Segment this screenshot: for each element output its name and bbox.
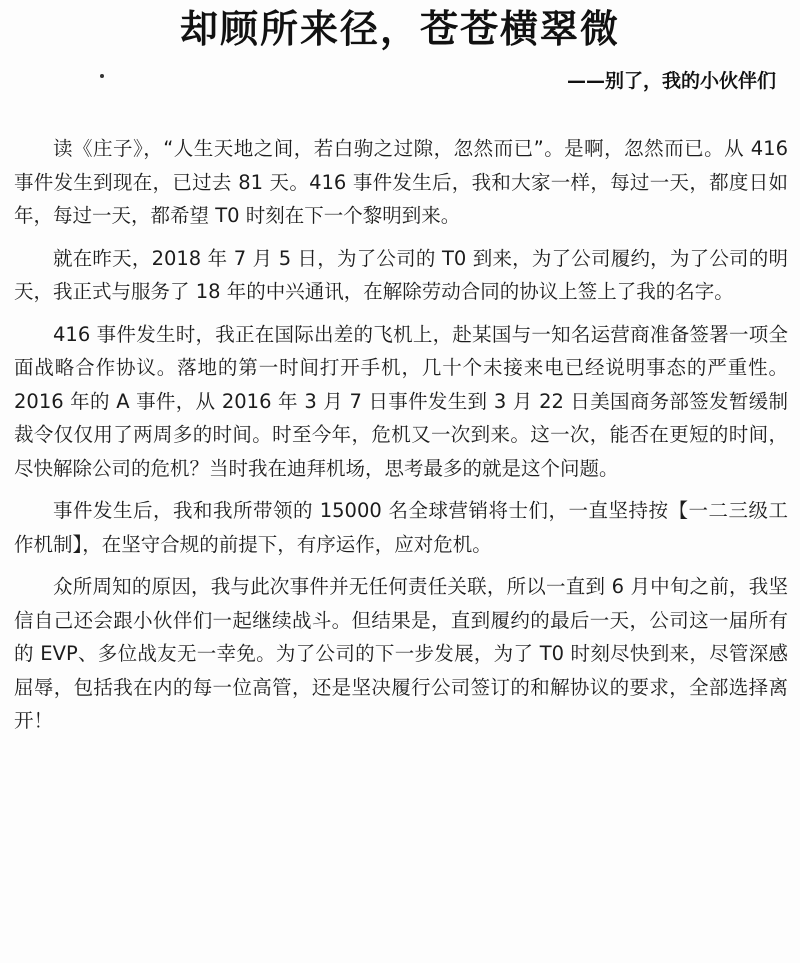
paragraph: 读《庄子》，“人生天地之间，若白驹之过隙，忽然而已”。是啊，忽然而已。从 416 事件发生到现在，已过去 81 天。416 事件发生后，我和大家一样，每过一天，都度日如年，每过一天，都希望 T0 时刻在下一个黎明到来。 — [14, 137, 788, 227]
paragraph: 416 事件发生时，我正在国际出差的飞机上，赴某国与一知名运营商准备签署一项全面战略合作协议。落地的第一时间打开手机，几十个未接来电已经说明事态的严重性。2016 年的 A 事件，从 2016 年 3 月 7 日事件发生到 3 月 22 日美国商务部签发暂缓制裁令仅仅用了两周多的时间。时至今年，危机又一次到来。这一次，能否在更短的时间，尽快解除公司的危机？当时我在迪拜机场，思考最多的就是这个问题。 — [14, 322, 788, 480]
article-title: 却顾所来径，苍苍横翠微 — [179, 7, 620, 51]
paragraph: 众所周知的原因，我与此次事件并无任何责任关联，所以一直到 6 月中旬之前，我坚信自己还会跟小伙伴们一起继续战斗。但结果是，直到履约的最后一天，公司这一届所有的 EVP、多位战友无一幸免。为了公司的下一步发展，为了 T0 时刻尽快到来，尽管深感屈辱，包括我在内的每一位高管，还是坚决履行公司签订的和解协议的要求，全部选择离开！ — [14, 575, 788, 732]
paragraph: 事件发生后，我和我所带领的 15000 名全球营销将士们，一直坚持按【一二三级工作机制】，在坚守合规的前提下，有序运作，应对危机。 — [14, 499, 788, 556]
article-body — [14, 132, 788, 747]
print-speck — [100, 74, 104, 78]
article-subtitle: ——别了，我的小伙伴们 — [566, 70, 776, 92]
paragraph: 就在昨天，2018 年 7 月 5 日，为了公司的 T0 到来，为了公司履约，为了公司的明天，我正式与服务了 18 年的中兴通讯，在解除劳动合同的协议上签上了我的名字。 — [14, 246, 788, 303]
